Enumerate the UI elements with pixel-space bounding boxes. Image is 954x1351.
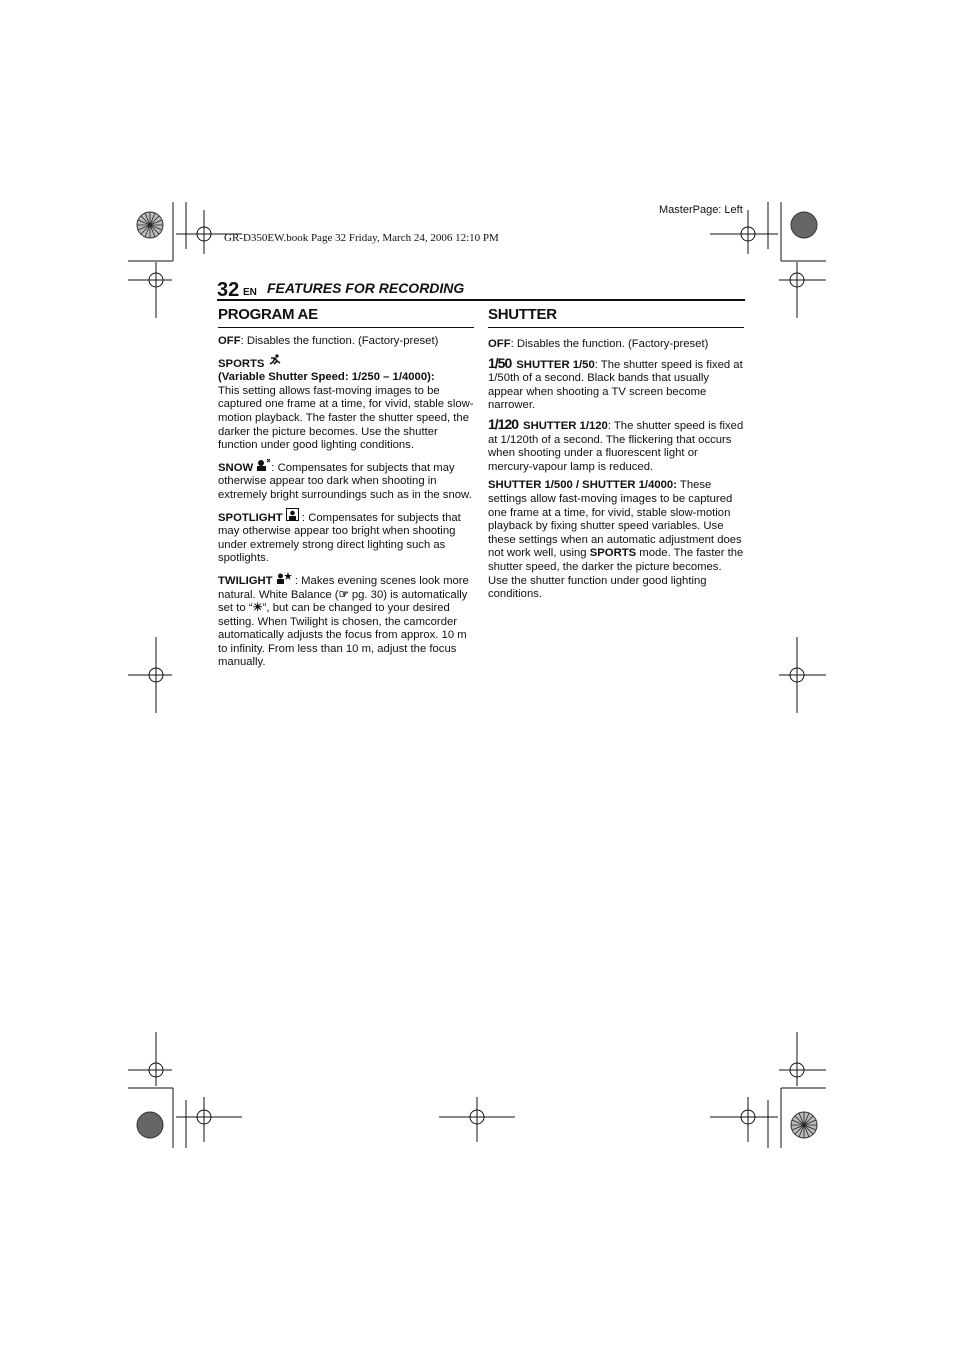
program-ae-heading: PROGRAM AE bbox=[218, 305, 474, 328]
snow-label: SNOW bbox=[218, 461, 254, 474]
twilight-icon bbox=[276, 571, 292, 589]
program-ae-sports bbox=[218, 354, 474, 453]
running-person-icon bbox=[268, 354, 282, 372]
program-ae-off bbox=[218, 335, 474, 349]
shutter-1-120-icon: 1/120 bbox=[488, 415, 519, 432]
print-header: GR-D350EW.book Page 32 Friday, March 24, 2006 12:10 PM bbox=[224, 232, 499, 244]
program-ae-twilight bbox=[218, 571, 474, 670]
shutter-off-label: OFF bbox=[488, 338, 511, 350]
page-number: 32 bbox=[217, 279, 240, 301]
shutter-off bbox=[488, 338, 744, 352]
spotlight-label: SPOTLIGHT bbox=[218, 511, 283, 524]
shutter-fast-sports: SPORTS bbox=[589, 547, 637, 560]
shutter-120 bbox=[488, 415, 744, 474]
sports-subtitle: (Variable Shutter Speed: 1/250 – 1/4000): bbox=[218, 371, 435, 384]
shutter-50 bbox=[488, 354, 744, 413]
master-page-label: MasterPage: Left bbox=[659, 204, 743, 216]
page-language: EN bbox=[243, 287, 257, 298]
off-label: OFF bbox=[218, 335, 241, 347]
twilight-text-1: : Makes evening scenes look more natural. White Balance ( bbox=[218, 574, 469, 601]
program-ae-snow bbox=[218, 458, 474, 503]
shutter-50-label: SHUTTER 1/50 bbox=[516, 358, 595, 371]
sun-icon: ☀ bbox=[252, 602, 263, 615]
section-title: FEATURES FOR RECORDING bbox=[267, 280, 465, 296]
shutter-fast-label: SHUTTER 1/500 / SHUTTER 1/4000: bbox=[488, 479, 677, 492]
shutter-fast-text-2: mode. The faster the shutter speed, the darker the picture becomes. Use the shutter function under good lighting conditions. bbox=[488, 547, 744, 601]
shutter-50-text: : The shutter speed is fixed at 1/50th of a second. Black bands that usually appear when shooting a TV screen become narrower. bbox=[488, 358, 743, 412]
shutter-off-text: : Disables the function. (Factory-preset) bbox=[510, 338, 709, 350]
shutter-fast-text-1: These settings allow fast-moving images to be captured one frame at a time, for vivid, stable slow-motion playback by fixing shutter speed variables. Use these settings when an automatic adjustment does not work well, using bbox=[488, 479, 742, 560]
page-header bbox=[217, 279, 745, 301]
program-ae-column bbox=[218, 305, 474, 675]
program-ae-spotlight bbox=[218, 508, 474, 566]
hand-pointing-icon: ☞ bbox=[338, 588, 349, 601]
shutter-column bbox=[488, 305, 744, 607]
snow-text: : Compensates for subjects that may otherwise appear too dark when shooting in extremely bright surroundings such as in the snow. bbox=[218, 461, 472, 501]
shutter-fast bbox=[488, 479, 744, 601]
sports-label: SPORTS bbox=[218, 357, 265, 370]
twilight-text-2: ”, but can be changed to your desired setting. When Twilight is chosen, the camcorder automatically adjusts the focus from approx. 10 m to infinity. From less than 10 m, adjust the focus manually. bbox=[218, 602, 467, 669]
snow-icon bbox=[256, 458, 271, 476]
shutter-1-50-icon: 1/50 bbox=[488, 354, 512, 371]
shutter-heading: SHUTTER bbox=[488, 305, 744, 328]
twilight-label: TWILIGHT bbox=[218, 574, 273, 587]
shutter-120-text: : The shutter speed is fixed at 1/120th of a second. The flickering that occurs when shooting under a fluorescent light or mercury-vapour lamp is reduced. bbox=[488, 419, 744, 473]
twilight-ref: pg. 30) is automatically set to “ bbox=[218, 588, 468, 615]
spotlight-icon bbox=[286, 508, 299, 526]
shutter-120-label: SHUTTER 1/120 bbox=[523, 419, 608, 432]
off-text: : Disables the function. (Factory-preset) bbox=[240, 335, 439, 347]
sports-text: This setting allows fast-moving images to be captured one frame at a time, for vivid, stable slow-motion playback. The faster the shutter speed, the darker the picture becomes. Use the shutter function under good lighting conditions. bbox=[218, 384, 474, 452]
spotlight-text: : Compensates for subjects that may otherwise appear too bright when shooting under extremely strong direct lighting such as spotlights. bbox=[218, 511, 461, 565]
